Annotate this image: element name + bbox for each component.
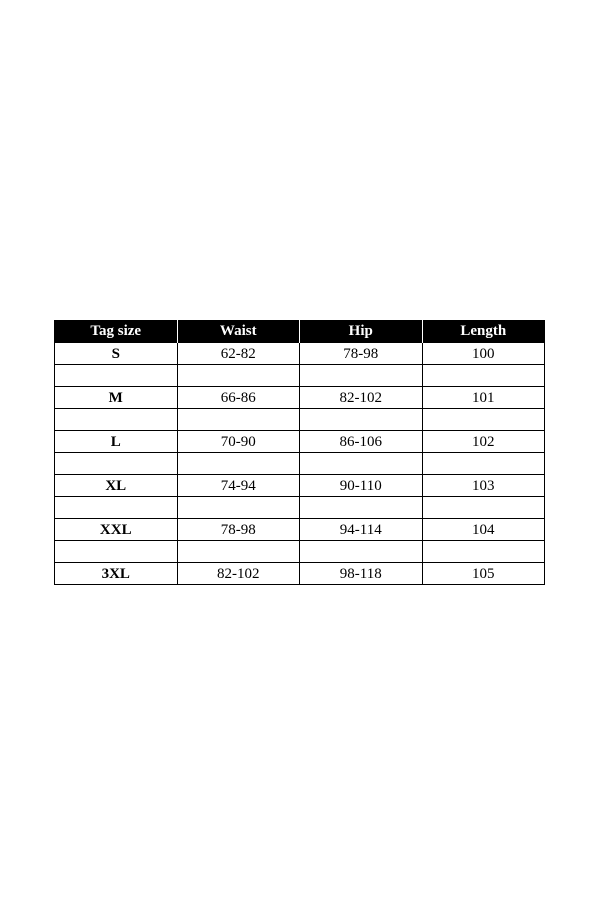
hip-cell: 78-98 (300, 343, 423, 365)
hip-cell: 82-102 (300, 387, 423, 409)
spacer-row (55, 453, 545, 475)
hip-cell: 98-118 (300, 563, 423, 585)
empty-cell (177, 365, 300, 387)
header-tag-size: Tag size (55, 321, 178, 343)
header-waist: Waist (177, 321, 300, 343)
empty-cell (422, 497, 545, 519)
waist-cell: 78-98 (177, 519, 300, 541)
header-length: Length (422, 321, 545, 343)
hip-cell: 86-106 (300, 431, 423, 453)
empty-cell (422, 541, 545, 563)
table-row (55, 387, 545, 409)
empty-cell (55, 453, 178, 475)
empty-cell (300, 409, 423, 431)
empty-cell (422, 453, 545, 475)
length-cell: 101 (422, 387, 545, 409)
empty-cell (300, 541, 423, 563)
waist-cell: 66-86 (177, 387, 300, 409)
size-chart-header (55, 321, 545, 343)
empty-cell (55, 409, 178, 431)
empty-cell (177, 497, 300, 519)
tag-size-cell: 3XL (55, 563, 178, 585)
empty-cell (55, 497, 178, 519)
length-cell: 102 (422, 431, 545, 453)
length-cell: 105 (422, 563, 545, 585)
tag-size-cell: S (55, 343, 178, 365)
size-chart-body (55, 343, 545, 585)
waist-cell: 62-82 (177, 343, 300, 365)
waist-cell: 70-90 (177, 431, 300, 453)
empty-cell (300, 497, 423, 519)
header-hip: Hip (300, 321, 423, 343)
empty-cell (55, 365, 178, 387)
length-cell: 100 (422, 343, 545, 365)
spacer-row (55, 409, 545, 431)
table-row (55, 563, 545, 585)
waist-cell: 74-94 (177, 475, 300, 497)
length-cell: 104 (422, 519, 545, 541)
empty-cell (422, 365, 545, 387)
table-row (55, 519, 545, 541)
length-cell: 103 (422, 475, 545, 497)
tag-size-cell: XXL (55, 519, 178, 541)
header-row (55, 321, 545, 343)
empty-cell (422, 409, 545, 431)
hip-cell: 94-114 (300, 519, 423, 541)
tag-size-cell: L (55, 431, 178, 453)
empty-cell (300, 365, 423, 387)
empty-cell (177, 453, 300, 475)
spacer-row (55, 497, 545, 519)
table-row (55, 343, 545, 365)
size-chart-table (54, 320, 545, 585)
spacer-row (55, 365, 545, 387)
waist-cell: 82-102 (177, 563, 300, 585)
empty-cell (55, 541, 178, 563)
tag-size-cell: M (55, 387, 178, 409)
table-row (55, 475, 545, 497)
table-row (55, 431, 545, 453)
empty-cell (177, 541, 300, 563)
tag-size-cell: XL (55, 475, 178, 497)
empty-cell (300, 453, 423, 475)
spacer-row (55, 541, 545, 563)
hip-cell: 90-110 (300, 475, 423, 497)
empty-cell (177, 409, 300, 431)
